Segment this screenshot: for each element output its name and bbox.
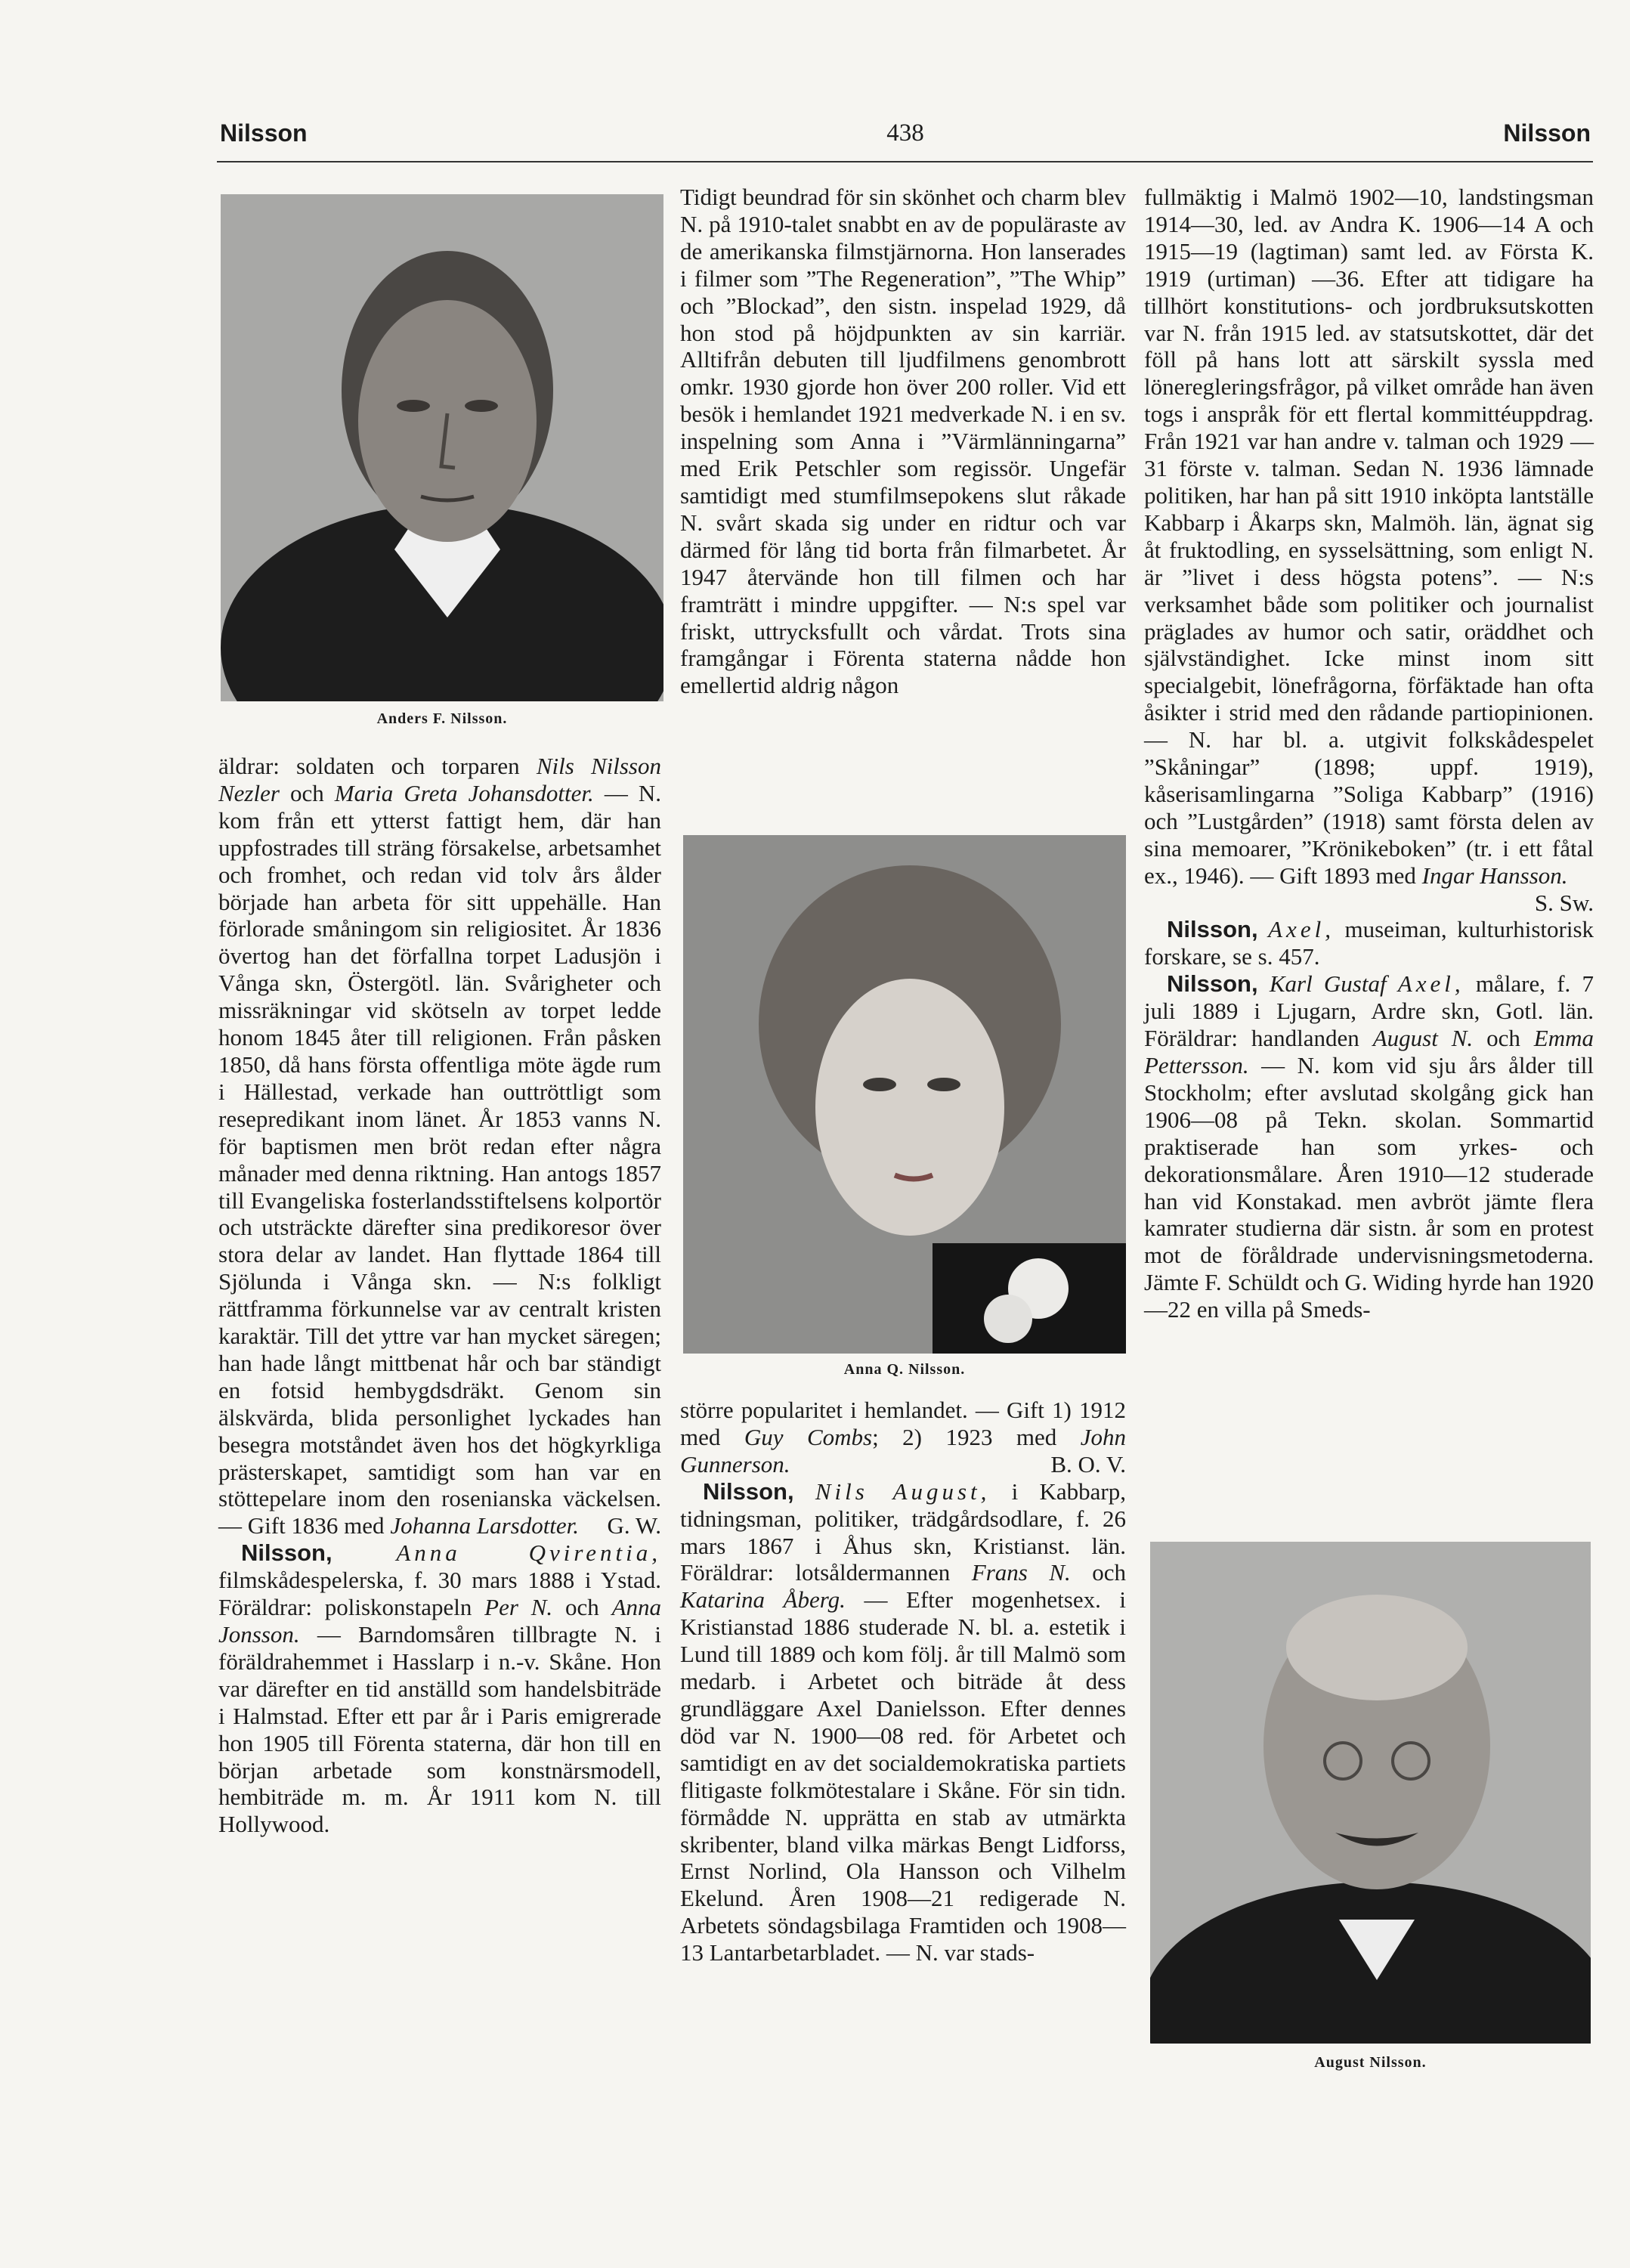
entry-heading: Nilsson,	[703, 1477, 794, 1505]
text: målare, f. 7 juli 1889 i Ljugarn, Ardre skn, Gotl. län. Föräldrar: handlanden	[1144, 970, 1594, 1052]
text: — N. kom vid sju års ålder till Stockholm; efter avslutad skolgång gick han 1906—08 på Tekn. skolan. Sommartid praktiserade han som yrkes- och dekorationsmålare. Åren 1910—12 studerade han vid Konstakad. men avbröt jämte flera kamrater studierna där sistn. år som en protest mot de föråldrade undervisningsmetoderna. Jämte F. Schüldt och G. Widing hyrde han 1920—22 en villa på Smeds-	[1144, 1052, 1594, 1323]
column-3	[1144, 184, 1594, 1323]
text: äldrar: soldaten och torparen	[218, 753, 537, 779]
text: större popularitet i hemlandet. — Gift 1) 1912 med	[680, 1397, 1126, 1450]
name: Emma Pettersson.	[1144, 1025, 1594, 1078]
header-right-word: Nilsson	[1503, 119, 1591, 147]
portrait-anders-nilsson	[221, 194, 663, 701]
author-signature: B. O. V.	[1050, 1450, 1126, 1477]
text: fullmäktig i Malmö 1902—10, landstingsman 1914—30, led. av Andra K. 1906—14 A och 1915—19 (lagtiman) samt led. av Första K. 1919 (urtiman) —36. Efter att tidigare ha tillhört konstitutions- och jordbruksutskotten var N. från 1915 led. av statsutskottet, där det föll på hans lott att särskilt syssla med löneregleringsfrågor, på vilket område han även togs i anspråk för ett flertal kommittéuppdrag. Från 1921 var han andre v. talman och 1929 —31 förste v. talman. Sedan N. 1936 lämnade politiken, har han på sitt 1910 inköpta lantställe Kabbarp i Åkarps skn, Malmöh. län, ägnat sig åt fruktodling, en sysselsättning, som enligt N. är ”livet i dess högsta potens”. — N:s verksamhet både som politiker och journalist präglades av humor och satir, oräddhet och självständighet. Icke minst inom sitt specialgebit, lönefrågorna, förfäktade han ofta åsikter i strid med den rådande partiopinionen. — N. har bl. a. utgivit folkskådespelet ”Skåningar” (1898; uppf. 1919), kåserisamlingarna ”Soliga Kabbarp” (1916) och ”Lustgården” (1918) samt första delen av sina memoarer, ”Krönikeboken” (tr. i ett fåtal ex., 1946). — Gift 1893 med	[1144, 184, 1594, 889]
name: Guy Combs	[744, 1423, 873, 1450]
portrait-anna-nilsson	[683, 835, 1126, 1354]
header-rule	[217, 161, 1593, 162]
name: August N.	[1372, 1025, 1474, 1052]
column-1	[218, 753, 661, 1838]
name: Frans N.	[971, 1559, 1071, 1586]
text: — Efter mogenhetsex. i Kristianstad 1886 studerade N. bl. a. estetik i Lund till 1889 och kom följ. år till Malmö som medarb. i Arbetet och biträde åt dess grundläggare Axel Danielsson. Efter dennes död var N. 1900—08 red. för Arbetet och samtidigt en av det socialdemokratiska partiets flitigaste folkmötestalare i Skåne. För sin tidn. förmådde N. upprätta en stab av utmärkta skribenter, bland vilka märkas Bengt Lidforss, Ernst Norlind, Ola Hansson och Vilhelm Ekelund. Åren 1908—21 redigerade N. Arbetets söndagsbilaga Framtiden och 1908—13 Lantarbetarbladet. — N. var stads-	[680, 1586, 1127, 1966]
portrait-august-nilsson	[1150, 1542, 1591, 2044]
header-left-word: Nilsson	[220, 119, 308, 147]
entry-name: Nils August,	[815, 1477, 991, 1505]
entry-heading: Nilsson,	[1167, 970, 1258, 998]
text: — N. kom från ett ytterst fattigt hem, där han uppfostrades till sträng försakelse, arbetsamhet och fromhet, och redan vid tolv års ålder började han arbeta för sitt uppehälle. Han förlorade småningom sin religiositet. År 1836 övertog han det förfallna torpet Ladusjön i Vånga skn, Östergötl. län. Svårigheter och missräkningar vid skötseln av torpet ledde honom 1845 åter till religionen. Från påsken 1850, då hans första offentliga möte ägde rum i Hällestad, verkade han outtröttligt som resepredikant inom länet. År 1853 vanns N. för baptismen men bröt redan efter några månader med denna riktning. Han antogs 1857 till Evangeliska fosterlandsstiftelsens kolportör och utsträckte därefter sina predikoresor över stora delar av landet. Han flyttade 1864 till Sjölunda i Vånga skn. — N:s folkligt rättframma förkunnelse var av centralt kristen karaktär. Till det yttre var han mycket säregen; han hade långt mittbenat hår och bar ständigt en fotsid hembygdsdräkt. Genom sin älskvärda, blida personlighet lyckades han besegra motståndet även hos det högkyrkliga prästerskapet, samtidigt som han var en stöttepelare inom den rosenianska väckelsen. — Gift 1836 med	[218, 779, 662, 1539]
name: Johanna Larsdotter.	[390, 1512, 580, 1539]
name: Per N.	[484, 1594, 553, 1621]
entry-name: Anna Qvirentia,	[396, 1539, 661, 1567]
column-2-top	[680, 184, 1126, 699]
column-2-bottom	[680, 1397, 1126, 1966]
entry-heading: Nilsson,	[1167, 916, 1258, 943]
name: Nils Nilsson Nezler	[218, 753, 661, 806]
caption-august-nilsson: August Nilsson.	[1314, 2054, 1427, 2071]
text: ; 2) 1923 med	[872, 1423, 1081, 1450]
name: Katarina Åberg.	[680, 1586, 846, 1614]
name: John Gunnerson.	[680, 1423, 1127, 1477]
text: Tidigt beundrad för sin skönhet och charm blev N. på 1910-talet snabbt en av de populäraste av de amerikanska filmstjärnorna. Hon lanserades i filmer som ”The Regeneration”, ”The Whip” och ”Blockad”, den sistn. inspelad 1929, då hon stod på höjdpunkten av sin karriär. Alltifrån debuten till ljudfilmens genombrott omkr. 1930 gjorde hon över 200 roller. Vid ett besök i hemlandet 1921 medverkade N. i en sv. inspelning som Anna i ”Värmlänningarna” med Erik Petschler som regissör. Ungefär samtidigt med stumfilmsepokens slut råkade N. svårt skada sig under en ridtur och var därmed för lång tid borta från filmarbetet. År 1947 återvände hon till filmen och har framträtt i mindre uppgifter. — N:s spel var friskt, uttrycksfullt och vårdat. Trots sina framgångar i Förenta staterna nådde hon emellertid aldrig någon	[680, 184, 1126, 699]
caption-anders-nilsson: Anders F. Nilsson.	[376, 710, 508, 727]
text: och	[279, 779, 335, 806]
entry-name: Axel,	[1397, 970, 1465, 998]
page-number: 438	[886, 119, 924, 147]
author-signature: G. W.	[607, 1512, 661, 1539]
text: och	[1473, 1025, 1534, 1052]
entry-name: Karl Gustaf	[1269, 970, 1398, 998]
caption-anna-nilsson: Anna Q. Nilsson.	[843, 1361, 966, 1378]
entry-name: Axel,	[1268, 916, 1335, 943]
text: filmskådespelerska, f. 30 mars 1888 i Ystad. Föräldrar: poliskonstapeln	[218, 1567, 661, 1621]
text: museiman, kulturhistorisk forskare, se s. 457.	[1144, 916, 1594, 970]
text: i Kabbarp, tidningsman, politiker, trädgårdsodlare, f. 26 mars 1867 i Åhus skn, Kristianst. län. Föräldrar: lotsåldermannen	[680, 1477, 1126, 1586]
text: och	[552, 1594, 612, 1621]
entry-heading: Nilsson,	[241, 1539, 332, 1567]
name: Anna Jonsson.	[218, 1594, 661, 1648]
running-header	[220, 119, 1591, 157]
text: — Barndomsåren tillbragte N. i föräldrahemmet i Hasslarp i n.-v. Skåne. Hon var därefter en tid anställd som handelsbiträde i Halmstad. Efter ett par år i Paris emigrerade hon 1905 till Förenta staterna, där hon till en början arbetade som konstnärsmodell, hembiträde m. m. År 1911 kom N. till Hollywood.	[218, 1621, 661, 1838]
author-signature: S. Sw.	[1534, 889, 1594, 916]
text: och	[1070, 1559, 1126, 1586]
name: Maria Greta Johansdotter.	[334, 779, 594, 806]
name: Ingar Hansson.	[1421, 862, 1568, 889]
